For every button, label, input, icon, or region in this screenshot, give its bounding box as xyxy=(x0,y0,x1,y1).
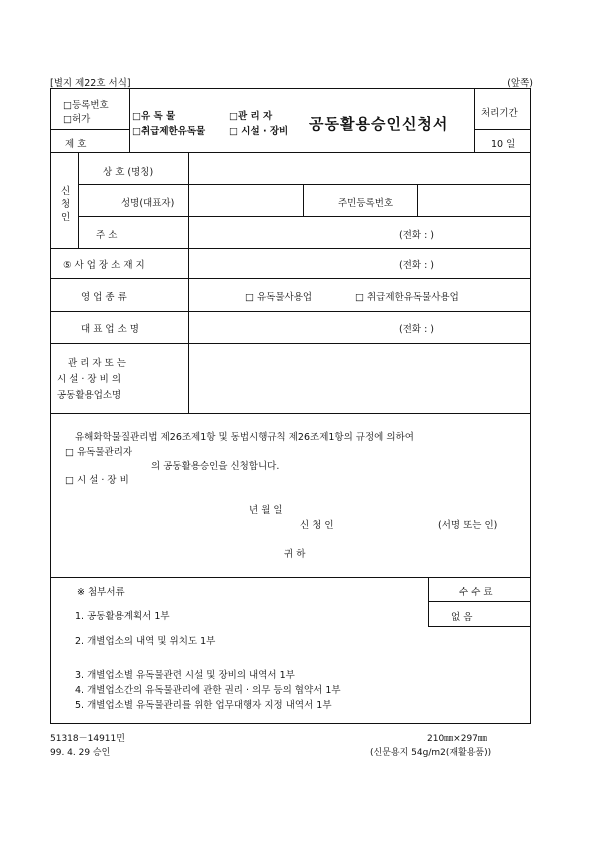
manager-label-line3: 공동활용업소명 xyxy=(57,390,122,401)
form-code: 51318－14911민 xyxy=(50,734,125,744)
divider xyxy=(428,626,530,627)
representative-label: 성명(대표자) xyxy=(121,198,175,209)
restricted-use-business-checkbox[interactable]: □ 취급제한유독물사용업 xyxy=(355,292,459,303)
company-name-label: 상 호 (명칭) xyxy=(103,167,154,178)
approval-date: 99. 4. 29 승인 xyxy=(50,748,111,758)
divider xyxy=(51,129,129,130)
attachments-heading: ※ 첨부서류 xyxy=(77,587,125,598)
permit-checkbox[interactable]: □허가 xyxy=(63,114,91,125)
address-label: 주 소 xyxy=(96,230,118,241)
fee-value: 없 음 xyxy=(451,612,473,623)
toxic-manager-checkbox[interactable]: □ 유독물관리자 xyxy=(65,447,133,458)
applicant-side-label-3: 인 xyxy=(61,212,71,223)
applicant-signature-label: 신 청 인 xyxy=(300,520,334,531)
toxic-use-business-checkbox[interactable]: □ 유독물사용업 xyxy=(245,292,313,303)
statement-request: 의 공동활용승인을 신청합니다. xyxy=(151,461,280,472)
divider xyxy=(474,129,530,130)
representative-shop-label: 대 표 업 소 명 xyxy=(81,324,139,335)
addressee-label: 귀 하 xyxy=(284,549,306,560)
divider xyxy=(51,278,530,279)
divider xyxy=(303,184,304,216)
paper-spec: (신문용지 54g/m2(재활용품)) xyxy=(370,748,492,758)
applicant-side-label-1: 신 xyxy=(61,186,71,197)
form-number: [별지 제22호 서식] xyxy=(50,78,131,89)
divider xyxy=(129,89,130,152)
application-form xyxy=(50,88,531,724)
processing-period-value: 10 일 xyxy=(491,139,516,150)
divider xyxy=(78,216,530,217)
manager-checkbox[interactable]: □관 리 자 xyxy=(229,111,273,122)
attachment-item: 4. 개별업소간의 유독물관리에 관한 권리 · 의무 등의 협약서 1부 xyxy=(75,685,341,696)
divider xyxy=(474,89,475,152)
facility-equipment-checkbox[interactable]: □ 시설 · 장비 xyxy=(229,126,289,137)
manager-label-line1: 관 리 자 또 는 xyxy=(68,358,126,369)
processing-period-label: 처리기간 xyxy=(481,108,518,119)
divider xyxy=(51,413,530,414)
divider xyxy=(51,152,530,153)
divider xyxy=(78,152,79,248)
divider xyxy=(51,577,530,578)
number-label: 제 호 xyxy=(65,139,87,150)
manager-label-line2: 시 설 · 장 비 의 xyxy=(57,374,122,385)
page-side-label: (앞쪽) xyxy=(507,78,533,89)
address-phone-field[interactable]: (전화 : ) xyxy=(399,230,435,241)
divider xyxy=(428,577,429,626)
fee-label: 수 수 료 xyxy=(459,587,493,598)
business-type-label: 영 업 종 류 xyxy=(81,292,127,303)
form-title: 공동활용승인신청서 xyxy=(309,115,449,133)
restricted-substance-checkbox[interactable]: □취급제한유독물 xyxy=(132,126,206,137)
paper-size: 210㎜×297㎜ xyxy=(427,734,487,744)
attachment-item: 5. 개별업소별 유독물관리를 위한 업무대행자 지정 내역서 1부 xyxy=(75,700,332,711)
resident-number-label: 주민등록번호 xyxy=(338,198,394,209)
attachment-item: 3. 개별업소별 유독물관련 시설 및 장비의 내역서 1부 xyxy=(75,670,295,681)
attachment-item: 1. 공동활용계획서 1부 xyxy=(75,611,170,622)
divider xyxy=(188,152,189,413)
divider xyxy=(428,601,530,602)
divider xyxy=(51,311,530,312)
facility-checkbox[interactable]: □ 시 설 · 장 비 xyxy=(65,475,129,486)
signature-field[interactable]: (서명 또는 인) xyxy=(438,520,498,531)
divider xyxy=(51,248,530,249)
toxic-substance-checkbox[interactable]: □유 독 물 xyxy=(132,111,176,122)
divider xyxy=(78,184,530,185)
site-phone-field[interactable]: (전화 : ) xyxy=(399,260,435,271)
applicant-side-label-2: 청 xyxy=(61,199,71,210)
divider xyxy=(417,184,418,216)
divider xyxy=(51,343,530,344)
attachment-item: 2. 개별업소의 내역 및 위치도 1부 xyxy=(75,636,216,647)
date-line: 년 월 일 xyxy=(249,505,283,516)
reg-no-checkbox[interactable]: □등록번호 xyxy=(63,100,109,111)
shop-phone-field[interactable]: (전화 : ) xyxy=(399,324,435,335)
business-site-label: ⑤ 사 업 장 소 재 지 xyxy=(63,260,145,271)
statement-line: 유해화학물질관리법 제26조제1항 및 동법시행규칙 제26조제1항의 규정에 의하여 xyxy=(75,432,414,443)
